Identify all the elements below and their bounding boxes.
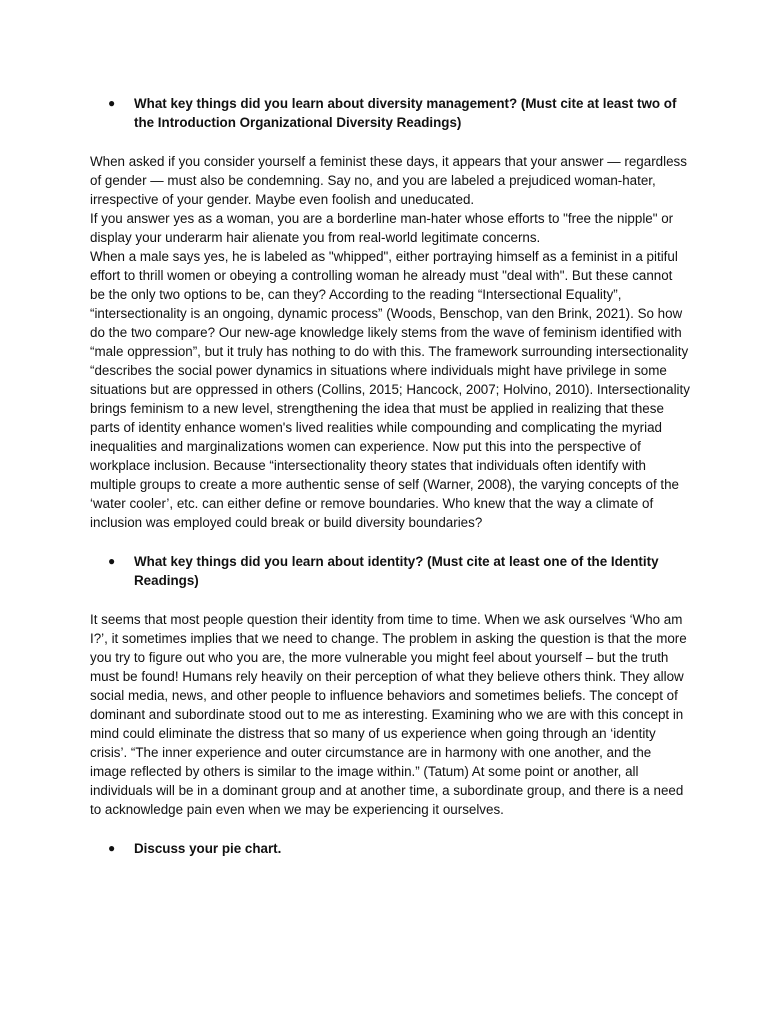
- document-body: [90, 94, 690, 858]
- question-heading-diversity: [108, 94, 690, 132]
- answer-paragraph: It seems that most people question their identity from time to time. When we ask ourselves ‘Who am I?’, it sometimes implies that we need to change. The problem in asking the question is that the more you try to figure out who you are, the more vulnerable you might feel about yourself – but the truth must be found! Humans rely heavily on their perception of what they believe others think. They allow social media, news, and other people to influence behaviors and sometimes beliefs. The concept of dominant and subordinate stood out to me as interesting. Examining who we are with this concept in mind could eliminate the distress that so many of us experience when going through an ‘identity crisis’. “The inner experience and outer circumstance are in harmony with one another, and the image reflected by others is similar to the image within.” (Tatum) At some point or another, all individuals will be in a dominant group and at another time, a subordinate group, and there is a need to acknowledge pain even when we may be experiencing it ourselves.: [90, 612, 687, 817]
- bullet-icon: ●: [108, 554, 116, 568]
- question-heading-text: What key things did you learn about identity? (Must cite at least one of the Identity Readings): [134, 554, 659, 588]
- answer-paragraph: When a male says yes, he is labeled as "whipped", either portraying himself as a feminist in a pitiful effort to thrill women or obeying a controlling woman he already must "deal with". But these cannot be the only two options to be, can they? According to the reading “Intersectional Equality”, “intersectionality is an ongoing, dynamic process” (Woods, Benschop, van den Brink, 2021). So how do the two compare? Our new-age knowledge likely stems from the wave of feminism identified with “male oppression”, but it truly has nothing to do with this. The framework surrounding intersectionality “describes the social power dynamics in situations where individuals might have privilege in some situations but are oppressed in others (Collins, 2015; Hancock, 2007; Holvino, 2010). Intersectionality brings feminism to a new level, strengthening the idea that must be applied in realizing that these parts of identity enhance women's lived realities while compounding and complicating the myriad inequalities and marginalizations women can experience. Now put this into the perspective of workplace inclusion. Because “intersectionality theory states that individuals often identify with multiple groups to create a more authentic sense of self (Warner, 2008), the varying concepts of the ‘water cooler’, etc. can either define or remove boundaries. Who knew that the way a climate of inclusion was employed could break or build diversity boundaries?: [90, 249, 690, 530]
- answer-paragraph: If you answer yes as a woman, you are a borderline man-hater whose efforts to "free the nipple" or display your underarm hair alienate you from real-world legitimate concerns.: [90, 211, 674, 245]
- question-heading-pie-chart: [108, 839, 690, 858]
- answer-paragraph: When asked if you consider yourself a feminist these days, it appears that your answer — regardless of gender — must also be condemning. Say no, and you are labeled a prejudiced woman-hater, irrespective of your gender. Maybe even foolish and uneducated.: [90, 154, 687, 207]
- question-heading-text: Discuss your pie chart.: [134, 841, 282, 856]
- question-heading-identity: [108, 552, 690, 590]
- bullet-icon: ●: [108, 96, 116, 110]
- bullet-icon: ●: [108, 841, 116, 855]
- question-heading-text: What key things did you learn about diversity management? (Must cite at least two of the Introduction Organizational Diversity Readings): [134, 96, 677, 130]
